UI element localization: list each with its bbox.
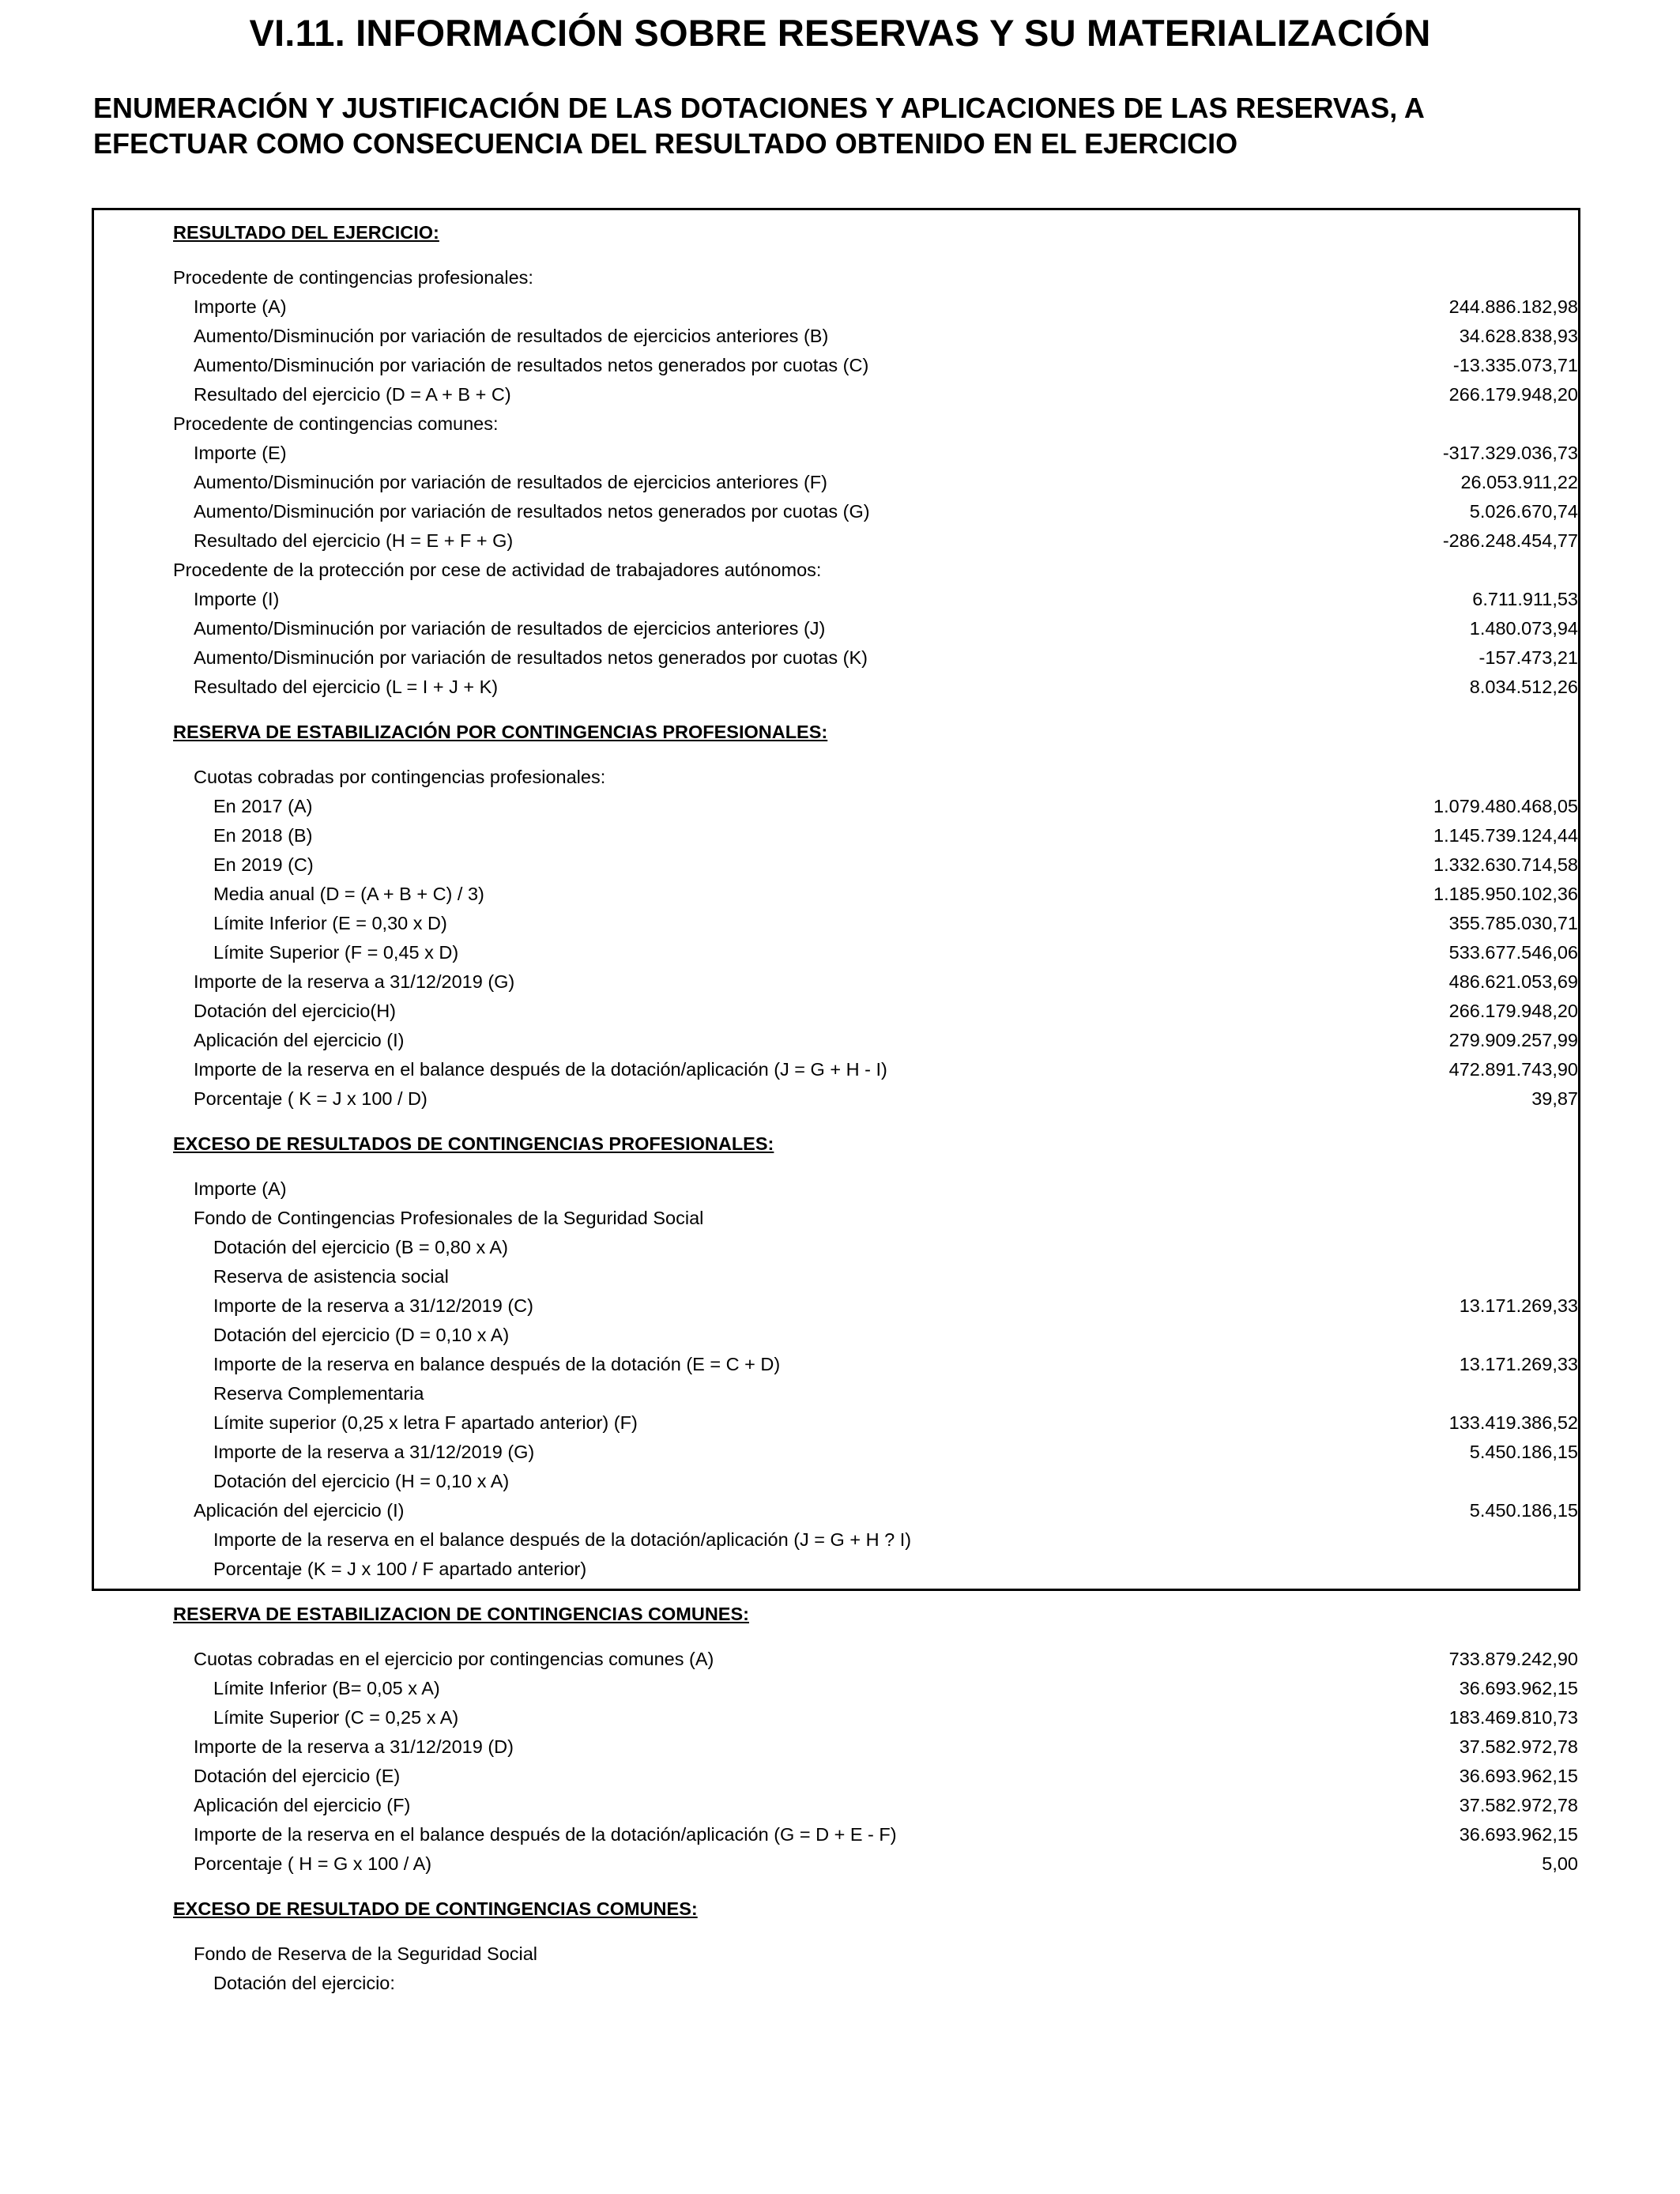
row-label: Límite Superior (C = 0,25 x A) [213,1707,459,1728]
row-value: 37.582.972,78 [1459,1736,1578,1757]
table-row [94,821,1583,850]
row-value: 36.693.962,15 [1459,1678,1578,1698]
table-row [94,1555,1583,1584]
section-heading [94,218,1583,247]
row-label: Aumento/Disminución por variación de resultados de ejercicios anteriores (B) [194,326,829,346]
row-label: Dotación del ejercicio (D = 0,10 x A) [213,1325,510,1345]
table-row [94,763,1583,792]
table-row [94,380,1583,409]
table-row [94,497,1583,526]
table-row [94,938,1583,967]
table-row [94,409,1583,439]
row-value: 6.711.911,53 [1472,589,1578,609]
row-value: 183.469.810,73 [1448,1707,1578,1728]
section-heading-label: EXCESO DE RESULTADO DE CONTINGENCIAS COMUNES: [173,1898,698,1919]
row-label: Cuotas cobradas en el ejercicio por contingencias comunes (A) [194,1649,714,1669]
table-row [94,1438,1583,1467]
table-row [94,322,1583,351]
table-row [94,351,1583,380]
table-row [94,614,1583,643]
row-value: 37.582.972,78 [1459,1795,1578,1815]
section-heading-label: RESERVA DE ESTABILIZACION DE CONTINGENCIAS COMUNES: [173,1604,749,1624]
table-row [94,468,1583,497]
table-row [94,1379,1583,1408]
row-label: Importe (A) [194,1178,287,1199]
table-row [94,1291,1583,1321]
row-label: Resultado del ejercicio (D = A + B + C) [194,384,511,405]
row-label: Procedente de contingencias profesionales: [173,267,533,288]
section-heading [94,718,1583,747]
row-label: Dotación del ejercicio: [213,1973,395,1993]
row-label: Dotación del ejercicio(H) [194,1001,396,1021]
row-value: 472.891.743,90 [1448,1059,1578,1080]
row-value: 1.332.630.714,58 [1433,854,1578,875]
section-heading-label: EXCESO DE RESULTADOS DE CONTINGENCIAS PROFESIONALES: [173,1133,774,1154]
table-row [94,1732,1583,1762]
row-label: En 2017 (A) [213,796,313,816]
row-label: Aplicación del ejercicio (I) [194,1500,405,1521]
row-value: 13.171.269,33 [1459,1354,1578,1374]
reserves-table [92,208,1580,1993]
table-row [94,1262,1583,1291]
table-row [94,1350,1583,1379]
row-value: 39,87 [1531,1088,1578,1109]
row-label: Aplicación del ejercicio (I) [194,1030,405,1050]
row-value: 1.079.480.468,05 [1433,796,1578,816]
table-row [94,1762,1583,1791]
row-label: Límite superior (0,25 x letra F apartado anterior) (F) [213,1412,638,1433]
row-value: 486.621.053,69 [1448,971,1578,992]
row-value: 5,00 [1542,1853,1578,1874]
row-value: 355.785.030,71 [1448,913,1578,933]
row-label: Importe de la reserva en el balance después de la dotación/aplicación (J = G + H - I) [194,1059,887,1080]
row-label: Procedente de contingencias comunes: [173,413,499,434]
subtitle-line: EFECTUAR COMO CONSECUENCIA DEL RESULTADO OBTENIDO EN EL EJERCICIO [93,127,1238,160]
row-label: Porcentaje ( H = G x 100 / A) [194,1853,432,1874]
row-label: Aumento/Disminución por variación de resultados netos generados por cuotas (C) [194,355,869,375]
row-label: Dotación del ejercicio (H = 0,10 x A) [213,1471,510,1491]
table-row [94,792,1583,821]
row-label: Importe (A) [194,296,287,317]
row-label: En 2019 (C) [213,854,314,875]
table-row [94,850,1583,880]
table-row [94,1791,1583,1820]
table-row [94,263,1583,292]
row-label: Cuotas cobradas por contingencias profesionales: [194,767,606,787]
row-label: Porcentaje ( K = J x 100 / D) [194,1088,428,1109]
row-label: Importe de la reserva a 31/12/2019 (D) [194,1736,514,1757]
row-value: 279.909.257,99 [1448,1030,1578,1050]
row-value: 5.026.670,74 [1469,501,1578,522]
section-heading-label: RESERVA DE ESTABILIZACIÓN POR CONTINGENCIAS PROFESIONALES: [173,722,828,742]
row-label: Resultado del ejercicio (H = E + F + G) [194,530,514,551]
row-label: Importe de la reserva a 31/12/2019 (C) [213,1295,533,1316]
row-value: 244.886.182,98 [1448,296,1578,317]
row-value: 1.480.073,94 [1469,618,1578,639]
table-row [94,1233,1583,1262]
section-subtitle [93,90,1642,161]
row-label: Importe de la reserva en balance después de la dotación (E = C + D) [213,1354,781,1374]
table-row [94,556,1583,585]
table-row [94,880,1583,909]
row-label: Aumento/Disminución por variación de resultados netos generados por cuotas (K) [194,647,868,668]
row-label: Resultado del ejercicio (L = I + J + K) [194,677,499,697]
row-value: 733.879.242,90 [1448,1649,1578,1669]
row-value: 36.693.962,15 [1459,1824,1578,1845]
table-row [94,997,1583,1026]
row-value: -317.329.036,73 [1442,443,1578,463]
row-label: Fondo de Reserva de la Seguridad Social [194,1943,538,1964]
table-row [94,526,1583,556]
row-label: Dotación del ejercicio (E) [194,1766,401,1786]
row-value: -157.473,21 [1478,647,1578,668]
row-value: 133.419.386,52 [1448,1412,1578,1433]
row-value: 36.693.962,15 [1459,1766,1578,1786]
row-label: Límite Inferior (E = 0,30 x D) [213,913,447,933]
row-label: Importe de la reserva a 31/12/2019 (G) [213,1442,535,1462]
row-value: 26.053.911,22 [1460,472,1578,492]
table-row [94,439,1583,468]
table-row [94,1084,1583,1114]
row-label: En 2018 (B) [213,825,313,846]
subtitle-line: ENUMERACIÓN Y JUSTIFICACIÓN DE LAS DOTACIONES Y APLICACIONES DE LAS RESERVAS, A [93,92,1425,124]
row-label: Media anual (D = (A + B + C) / 3) [213,884,484,904]
row-label: Reserva de asistencia social [213,1266,449,1287]
page-title: VI.11. INFORMACIÓN SOBRE RESERVAS Y SU MATERIALIZACIÓN [249,12,1431,54]
table-row [94,1055,1583,1084]
row-value: 533.677.546,06 [1448,942,1578,963]
row-label: Porcentaje (K = J x 100 / F apartado anterior) [213,1559,587,1579]
table-row [94,1703,1583,1732]
section-heading-label: RESULTADO DEL EJERCICIO: [173,222,439,243]
table-row [94,1849,1583,1879]
table-row [94,967,1583,997]
row-label: Importe (E) [194,443,287,463]
row-value: 5.450.186,15 [1469,1500,1578,1521]
row-label: Importe de la reserva en el balance después de la dotación/aplicación (G = D + E - F) [194,1824,897,1845]
row-label: Procedente de la protección por cese de actividad de trabajadores autónomos: [173,560,822,580]
table-row [94,1408,1583,1438]
table-row [94,1467,1583,1496]
table-row [94,1321,1583,1350]
table-row [94,909,1583,938]
table-row [94,1940,1583,1969]
row-label: Importe de la reserva en el balance después de la dotación/aplicación (J = G + H ? I) [213,1529,912,1550]
section-heading [94,1600,1583,1629]
row-value: -286.248.454,77 [1442,530,1578,551]
table-row [94,643,1583,673]
row-label: Aumento/Disminución por variación de resultados netos generados por cuotas (G) [194,501,870,522]
table-row [94,1204,1583,1233]
table-row [94,1525,1583,1555]
row-value: 1.185.950.102,36 [1433,884,1578,904]
table-row [94,673,1583,702]
row-label: Importe de la reserva a 31/12/2019 (G) [194,971,515,992]
table-row [94,292,1583,322]
row-label: Aplicación del ejercicio (F) [194,1795,411,1815]
table-row [94,1645,1583,1674]
row-label: Dotación del ejercicio (B = 0,80 x A) [213,1237,508,1257]
table-row [94,1174,1583,1204]
row-label: Reserva Complementaria [213,1383,424,1404]
section-heading [94,1894,1583,1924]
table-row [94,1496,1583,1525]
row-value: 1.145.739.124,44 [1433,825,1578,846]
row-label: Límite Superior (F = 0,45 x D) [213,942,459,963]
row-value: 13.171.269,33 [1459,1295,1578,1316]
row-label: Aumento/Disminución por variación de resultados de ejercicios anteriores (J) [194,618,826,639]
table-row [94,1969,1583,1998]
row-label: Límite Inferior (B= 0,05 x A) [213,1678,440,1698]
table-row [94,585,1583,614]
row-value: 266.179.948,20 [1448,1001,1578,1021]
row-value: 266.179.948,20 [1448,384,1578,405]
table-row [94,1674,1583,1703]
table-row [94,1820,1583,1849]
row-label: Importe (I) [194,589,280,609]
row-value: 5.450.186,15 [1469,1442,1578,1462]
table-row [94,1026,1583,1055]
section-heading [94,1129,1583,1159]
row-value: 34.628.838,93 [1459,326,1578,346]
row-value: 8.034.512,26 [1469,677,1578,697]
row-value: -13.335.073,71 [1452,355,1578,375]
row-label: Fondo de Contingencias Profesionales de la Seguridad Social [194,1208,704,1228]
row-label: Aumento/Disminución por variación de resultados de ejercicios anteriores (F) [194,472,827,492]
